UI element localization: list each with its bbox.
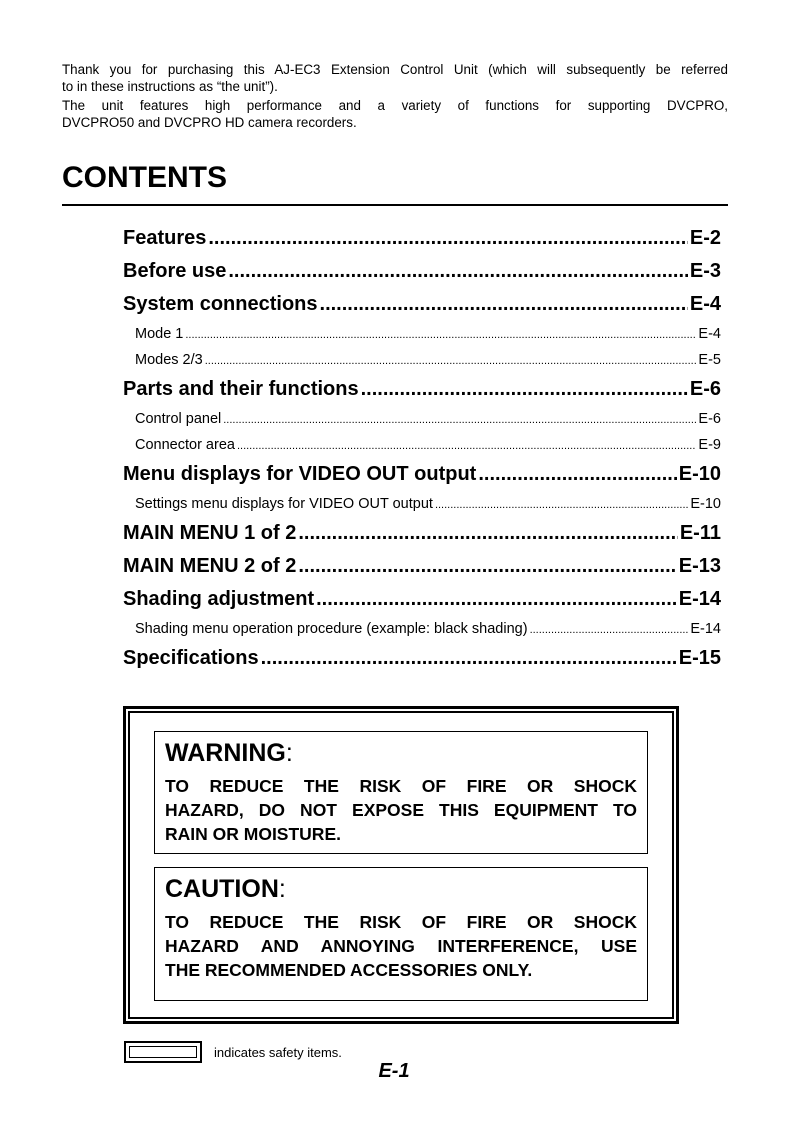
caution-line-2: HAZARD AND ANNOYING INTERFERENCE, USE xyxy=(165,936,637,956)
toc-label: Mode 1 xyxy=(135,326,184,342)
toc-entry-parts-functions[interactable] xyxy=(123,373,721,406)
intro-text-2 xyxy=(62,97,728,131)
toc-page: E-10 xyxy=(690,496,721,512)
toc-page: E-3 xyxy=(689,260,721,282)
toc-entry-shading-menu-procedure[interactable] xyxy=(123,616,721,642)
toc-leader xyxy=(261,642,677,675)
toc-leader xyxy=(223,406,696,432)
toc-leader xyxy=(478,458,676,491)
toc-entry-mode-1[interactable] xyxy=(123,321,721,347)
legend-text: indicates safety items. xyxy=(214,1044,342,1060)
toc-label: Connector area xyxy=(135,437,235,453)
toc-leader xyxy=(361,373,688,406)
caution-line-1: TO REDUCE THE RISK OF FIRE OR SHOCK xyxy=(165,912,637,932)
intro-text-1 xyxy=(62,61,728,95)
page-number: E-1 xyxy=(378,1060,410,1082)
toc-page: E-2 xyxy=(689,227,721,249)
toc-label: Specifications xyxy=(123,647,259,669)
caution-heading-text: CAUTION xyxy=(165,875,279,903)
intro-line-2: to in these instructions as “the unit”). xyxy=(62,79,278,94)
toc-leader xyxy=(205,347,697,373)
toc-leader xyxy=(320,288,688,321)
intro-paragraph xyxy=(62,61,728,133)
toc-label: Control panel xyxy=(135,411,222,427)
intro-line-3: The unit features high performance and a variety of functions for supporting DVCPRO, xyxy=(62,98,728,113)
toc-entry-control-panel[interactable] xyxy=(123,406,721,432)
toc-entry-before-use[interactable] xyxy=(123,255,721,288)
toc-label: Before use xyxy=(123,260,227,282)
warning-line-2: HAZARD, DO NOT EXPOSE THIS EQUIPMENT TO xyxy=(165,800,637,820)
toc-leader xyxy=(208,222,688,255)
toc-label: MAIN MENU 1 of 2 xyxy=(123,522,297,544)
toc-leader xyxy=(185,321,696,347)
warning-line-3: RAIN OR MOISTURE. xyxy=(165,824,341,844)
warning-heading-colon: : xyxy=(285,739,293,767)
toc-entry-system-connections[interactable] xyxy=(123,288,721,321)
warning-box xyxy=(154,731,648,854)
intro-line-1: Thank you for purchasing this AJ-EC3 Extension Control Unit (which will subsequently be referred xyxy=(62,62,728,77)
toc-entry-settings-menu-displays[interactable] xyxy=(123,491,721,517)
toc-leader xyxy=(435,491,688,517)
toc-entry-modes-2-3[interactable] xyxy=(123,347,721,373)
caution-text xyxy=(165,910,637,982)
toc-leader xyxy=(530,616,689,642)
caution-heading-colon: : xyxy=(278,875,286,903)
toc-page: E-9 xyxy=(698,437,721,453)
intro-line-4: DVCPRO50 and DVCPRO HD camera recorders. xyxy=(62,115,357,130)
toc-label: MAIN MENU 2 of 2 xyxy=(123,555,297,577)
contents-title: CONTENTS xyxy=(62,158,728,206)
toc-entry-main-menu-1[interactable] xyxy=(123,517,721,550)
warning-heading xyxy=(165,738,637,768)
toc-entry-shading-adjustment[interactable] xyxy=(123,583,721,616)
table-of-contents xyxy=(123,222,721,675)
toc-page: E-4 xyxy=(689,293,721,315)
toc-page: E-6 xyxy=(698,411,721,427)
warning-heading-text: WARNING xyxy=(165,739,286,767)
toc-page: E-15 xyxy=(678,647,721,669)
toc-label: Features xyxy=(123,227,207,249)
toc-leader xyxy=(298,517,678,550)
toc-label: Modes 2/3 xyxy=(135,352,203,368)
toc-leader xyxy=(298,550,676,583)
caution-line-3: THE RECOMMENDED ACCESSORIES ONLY. xyxy=(165,960,533,980)
toc-label: System connections xyxy=(123,293,318,315)
toc-page: E-11 xyxy=(679,522,721,544)
toc-leader xyxy=(316,583,677,616)
toc-page: E-13 xyxy=(678,555,721,577)
safety-notice-frame xyxy=(123,706,679,1024)
toc-entry-main-menu-2[interactable] xyxy=(123,550,721,583)
toc-entry-connector-area[interactable] xyxy=(123,432,721,458)
warning-line-1: TO REDUCE THE RISK OF FIRE OR SHOCK xyxy=(165,776,637,796)
toc-entry-specifications[interactable] xyxy=(123,642,721,675)
toc-label: Menu displays for VIDEO OUT output xyxy=(123,463,477,485)
toc-entry-features[interactable] xyxy=(123,222,721,255)
toc-label: Settings menu displays for VIDEO OUT output xyxy=(135,496,433,512)
caution-heading xyxy=(165,874,637,904)
toc-label: Shading menu operation procedure (example: black shading) xyxy=(135,621,528,637)
caution-box xyxy=(154,867,648,1001)
toc-leader xyxy=(228,255,688,288)
toc-entry-menu-displays[interactable] xyxy=(123,458,721,491)
toc-page: E-14 xyxy=(690,621,721,637)
toc-page: E-10 xyxy=(678,463,721,485)
warning-text xyxy=(165,774,637,846)
toc-page: E-4 xyxy=(698,326,721,342)
toc-page: E-14 xyxy=(678,588,721,610)
toc-page: E-6 xyxy=(689,378,721,400)
toc-page: E-5 xyxy=(698,352,721,368)
toc-label: Parts and their functions xyxy=(123,378,359,400)
toc-label: Shading adjustment xyxy=(123,588,315,610)
toc-leader xyxy=(237,432,696,458)
